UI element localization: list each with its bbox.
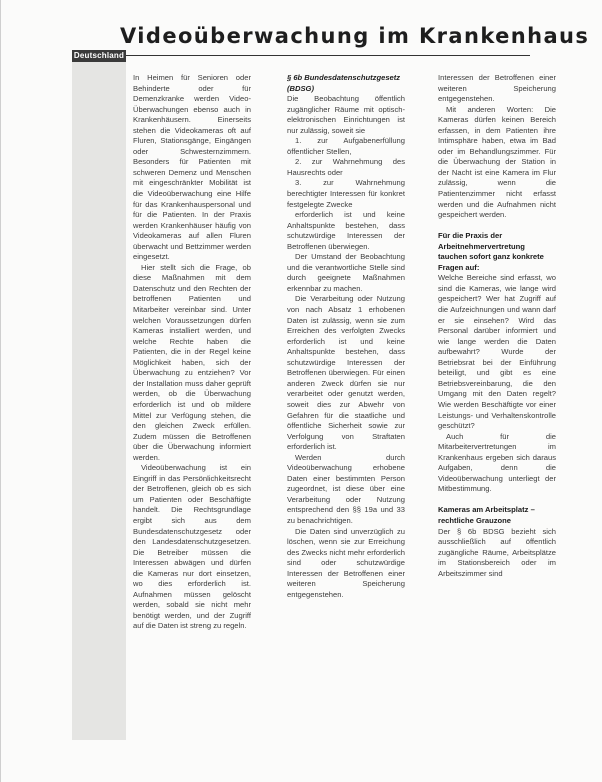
body-paragraph: Videoüberwachung ist ein Eingriff in das Persönlichkeitsrecht der Betroffenen, gleich ob es sich um Patienten oder Beschäftigte handelt. Die Rechtsgrundlage ergibt sich aus dem Bundesdatenschutzgesetz oder den Landesdatenschutzgesetzen. Die Betreiber müssen die Interessen abwägen und dürfen die Kameras nur dort einsetzen, wo dies erforderlich ist. Aufnahmen müssen gelöscht werden, sobald sie nicht mehr benötigt werden, und der Zugriff auf die Daten ist streng zu regeln. (133, 463, 251, 631)
body-paragraph: Hier stellt sich die Frage, ob diese Maßnahmen mit dem Datenschutz und den Rechten der betroffenen Patienten und Mitarbeiter vereinbar sind. Unter welchen Voraussetzungen dürfen Kameras installiert werden, und welche Rechte haben die Patienten, die in der Regel keine Möglichkeit haben, sich der Überwachung zu entziehen? Vor der Installation muss daher geprüft werden, ob die Überwachung erforderlich ist und ob mildere Mittel zur Verfügung stehen, die den gleichen Zweck erfüllen. Zudem müssen die Betroffenen über die Überwachung informiert werden. (133, 262, 251, 462)
body-paragraph: Interessen der Betroffenen einer weiteren Speicherung entgegenstehen. (438, 73, 556, 104)
law-item: 3. zur Wahrnehmung berechtigter Interessen für konkret festgelegte Zwecke (287, 178, 405, 209)
body-paragraph: Mit anderen Worten: Die Kameras dürfen keinen Bereich erfassen, in dem Patienten ihre Intimsphäre haben, etwa im Bad oder im Behandlungszimmer. Für die Überwachung der Station in der Nacht ist eine Kamera im Flur zulässig, wenn die Patientenzimmer nicht erfasst werden und die Aufnahmen nicht gespeichert werden. (438, 104, 556, 220)
law-item: 1. zur Aufgabenerfüllung öffentlicher Stellen, (287, 136, 405, 156)
law-paragraph: Die Daten sind unverzüglich zu löschen, wenn sie zur Erreichung des Zwecks nicht mehr erforderlich sind oder schutzwürdige Interessen der Betroffenen einer weiteren Speicherung entgegenstehen. (287, 526, 405, 599)
column-2 (287, 73, 405, 777)
body-paragraph: Auch für die Mitarbeitervertretungen im Krankenhaus ergeben sich daraus Aufgaben, denn die Videoüberwachung unterliegt der Mitbestimmung. (438, 431, 556, 494)
subheading-cameras: Kameras am Arbeitsplatz – rechtliche Grauzone (438, 505, 535, 525)
page-title: Videoüberwachung im Krankenhaus (120, 24, 590, 48)
section-tag: Deutschland (73, 51, 125, 60)
law-paragraph: Die Beobachtung öffentlich zugänglicher Räume mit optisch-elektronischen Einrichtungen ist nur zulässig, soweit sie (287, 94, 405, 135)
column-3 (438, 73, 556, 777)
title-rule (72, 55, 530, 56)
binder-edge (0, 0, 1, 782)
body-paragraph: In Heimen für Senioren oder Behinderte oder für Demenzkranke werden Video-Überwachungen ebenso auch in Krankenhäusern. Einerseits stehen die Videokameras oft auf Fluren, Stationsgänge, Eingängen oder Schwesternzimmern. Besonders für Patienten mit schweren Demenz und Menschen mit eingeschränkter Mobilität ist die Videoüberwachung eine Hilfe für das Krankenhauspersonal und für die Patienten. In der Praxis werden Krankenhäuser häufig von Videokameras auf allen Fluren überwacht und Bettzimmer werden eingesetzt. (133, 73, 251, 262)
law-paragraph: Der Umstand der Beobachtung und die verantwortliche Stelle sind durch geeignete Maßnahmen erkennbar zu machen. (287, 252, 405, 293)
subheading-practice: Für die Praxis der Arbeitnehmervertretung tauchen sofort ganz konkrete Fragen auf: (438, 231, 544, 272)
law-paragraph: erforderlich ist und keine Anhaltspunkte bestehen, dass schutzwürdige Interessen der Betroffenen überwiegen. (287, 210, 405, 251)
left-margin-bar (72, 62, 126, 740)
law-paragraph: Werden durch Videoüberwachung erhobene Daten einer bestimmten Person zugeordnet, ist diese über eine Verarbeitung oder Nutzung entsprechend den §§ 19a und 33 zu benachrichtigen. (287, 452, 405, 525)
law-item: 2. zur Wahrnehmung des Hausrechts oder (287, 157, 405, 177)
body-paragraph: Welche Bereiche sind erfasst, wo sind die Kameras, wie lange wird gespeichert? Wer hat Zugriff auf die Aufzeichnungen und wann darf er sie einsehen? Wird das Personal darüber informiert und wie lange werden die Daten aufbewahrt? Wurde der Betriebsrat bei der Einführung beteiligt, und gibt es eine Betriebsvereinbarung, die den Umgang mit den Daten regelt? Wie werden Beschäftigte vor einer Leistungs- und Verhaltenskontrolle geschützt? (438, 273, 556, 431)
body-paragraph: Der § 6b BDSG bezieht sich ausschließlich auf öffentlich zugängliche Räume, Arbeitsplätze im Stationsbereich oder im Arbeitszimmer sind (438, 526, 556, 578)
law-heading: § 6b Bundesdatenschutzgesetz (BDSG) (287, 73, 401, 93)
law-paragraph: Die Verarbeitung oder Nutzung von nach Absatz 1 erhobenen Daten ist zulässig, wenn sie zum Erreichen des verfolgten Zwecks erforderlich ist und keine Anhaltspunkte bestehen, dass schutzwürdige Interessen der Betroffenen überwiegen. Für einen anderen Zweck dürfen sie nur verarbeitet oder genutzt werden, soweit dies zur Abwehr von Gefahren für die staatliche und öffentliche Sicherheit sowie zur Verfolgung von Straftaten erforderlich ist. (287, 294, 405, 452)
column-1 (133, 73, 251, 777)
